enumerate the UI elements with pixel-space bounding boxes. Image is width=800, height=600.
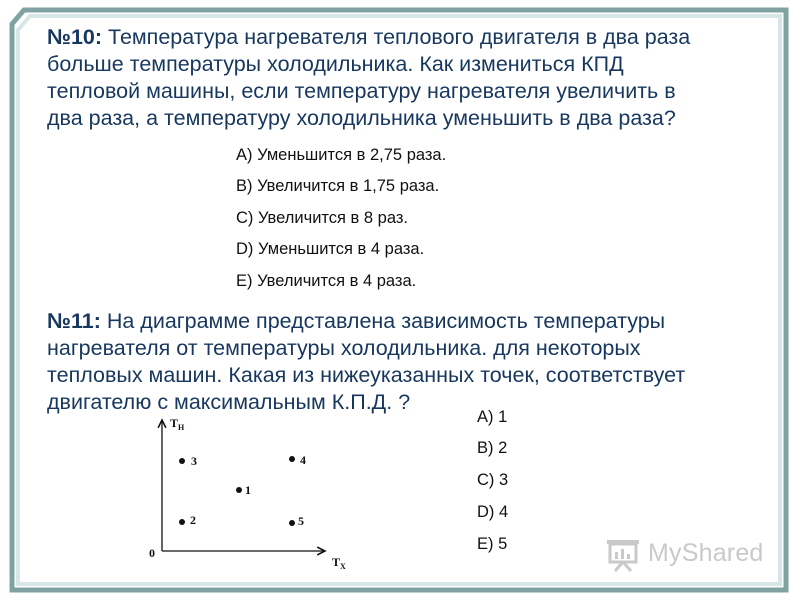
point-1-label: 1 — [245, 483, 251, 497]
task11-line2: нагревателя от температуры холодильника. для некоторых — [47, 336, 641, 360]
task10-option-e[interactable]: E) Увеличится в 4 раза. — [236, 272, 417, 290]
watermark-text: MyShared — [648, 539, 764, 567]
task10-option-a[interactable]: A) Уменьшится в 2,75 раза. — [236, 146, 447, 164]
point-3 — [179, 458, 185, 464]
task10-line1 — [47, 24, 690, 51]
task11-option-e[interactable]: E) 5 — [477, 535, 508, 553]
presentation-board-icon — [605, 537, 643, 573]
point-5 — [289, 520, 295, 526]
task10-line4: два раза, а температуру холодильника уменьшить в два раза? — [47, 106, 676, 130]
myshared-watermark — [605, 535, 770, 575]
task10-line3: тепловой машины, если температуру нагревателя увеличить в — [47, 79, 676, 103]
x-axis-label: $T_X$ — [332, 555, 346, 571]
point-3-label: 3 — [191, 454, 197, 468]
task11-option-d[interactable]: D) 4 — [477, 503, 509, 521]
task10-line2: больше температуры холодильника. Как измениться КПД — [47, 52, 624, 76]
y-axis-label: $T_Н$ — [170, 416, 185, 432]
point-5-label: 5 — [298, 514, 304, 528]
task10-option-c[interactable]: C) Увеличится в 8 раз. — [236, 209, 408, 227]
point-1 — [236, 487, 242, 493]
task11-number: №11: — [47, 309, 101, 333]
task11-option-b[interactable]: B) 2 — [477, 439, 508, 457]
task10-line1-text: Температура нагревателя теплового двигателя в два раза — [102, 25, 691, 49]
point-2-label: 2 — [190, 513, 196, 527]
task11-option-c[interactable]: C) 3 — [477, 471, 509, 489]
task11-line4: двигателю с максимальным К.П.Д. ? — [47, 390, 411, 414]
point-2 — [179, 519, 185, 525]
point-4-label: 4 — [300, 453, 306, 467]
task10-option-d[interactable]: D) Уменьшится в 4 раза. — [236, 240, 425, 258]
task11-line1 — [47, 308, 665, 335]
point-4 — [289, 456, 295, 462]
temperature-diagram — [140, 410, 370, 575]
task11-line1-text: На диаграмме представлена зависимость температуры — [100, 309, 666, 333]
task10-number: №10: — [47, 25, 103, 49]
task11-option-a[interactable]: A) 1 — [477, 408, 508, 426]
task11-line3: тепловых машин. Какая из нижеуказанных точек, соответствует — [47, 363, 686, 387]
origin-label: 0 — [149, 546, 155, 560]
task10-option-b[interactable]: B) Увеличится в 1,75 раза. — [236, 177, 440, 195]
